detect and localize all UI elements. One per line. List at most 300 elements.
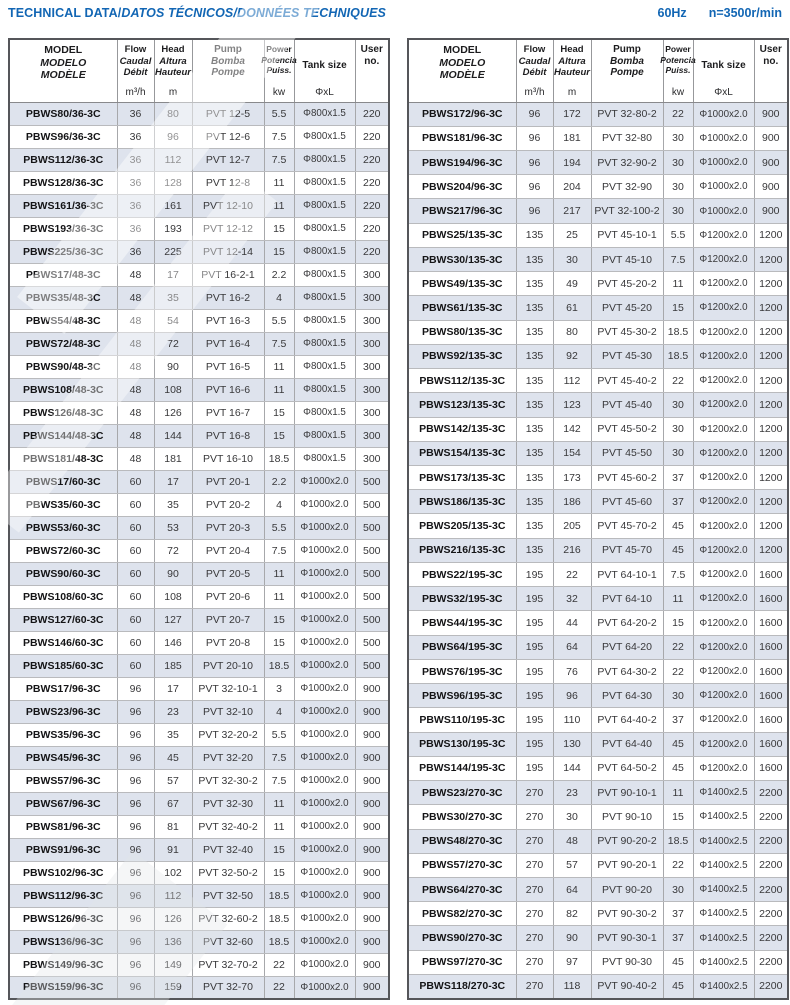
head-cell: 185 (154, 654, 192, 677)
tank-size-cell: Φ1000x2.0 (294, 631, 355, 654)
model-cell: PBWS30/270-3C (408, 805, 516, 829)
power-cell: 11 (264, 378, 294, 401)
model-cell: PBWS172/96-3C (408, 102, 516, 126)
power-cell: 7.5 (663, 247, 693, 271)
head-label-en: Head (560, 44, 584, 55)
user-no-cell: 2200 (754, 829, 788, 853)
model-cell: PBWS102/96-3C (9, 861, 117, 884)
tank-size-cell: Φ1000x2.0 (693, 102, 754, 126)
flow-cell: 135 (516, 223, 553, 247)
user-no-label-1: User (759, 44, 782, 55)
head-cell: 173 (553, 466, 591, 490)
user-no-cell: 2200 (754, 926, 788, 950)
user-no-cell: 900 (355, 746, 389, 769)
flow-unit: m³/h (524, 86, 545, 98)
flow-cell: 270 (516, 902, 553, 926)
table-row (408, 393, 788, 417)
user-no-cell: 220 (355, 171, 389, 194)
flow-cell: 195 (516, 684, 553, 708)
model-cell: PBWS185/60-3C (9, 654, 117, 677)
flow-cell: 195 (516, 611, 553, 635)
table-row (408, 417, 788, 441)
flow-cell: 270 (516, 974, 553, 999)
pump-cell: PVT 45-50-2 (591, 417, 663, 441)
user-no-cell: 300 (355, 309, 389, 332)
flow-cell: 135 (516, 441, 553, 465)
user-no-cell: 300 (355, 401, 389, 424)
tank-size-cell: Φ1000x2.0 (294, 700, 355, 723)
power-cell: 7.5 (264, 746, 294, 769)
power-cell: 5.5 (264, 309, 294, 332)
pump-cell: PVT 16-3 (192, 309, 264, 332)
model-cell: PBWS126/96-3C (9, 907, 117, 930)
pump-cell: PVT 64-40 (591, 732, 663, 756)
tank-size-cell: Φ1200x2.0 (693, 659, 754, 683)
power-cell: 37 (663, 490, 693, 514)
power-label-fr: Puiss. (665, 65, 691, 75)
head-cell: 110 (553, 708, 591, 732)
table-row (9, 746, 389, 769)
technical-data-table-left (8, 38, 390, 1000)
power-cell: 22 (663, 635, 693, 659)
head-cell: 30 (553, 247, 591, 271)
user-no-cell: 2200 (754, 878, 788, 902)
flow-cell: 48 (117, 332, 154, 355)
user-no-cell: 900 (355, 700, 389, 723)
user-no-cell: 1600 (754, 611, 788, 635)
table-row (408, 659, 788, 683)
model-cell: PBWS127/60-3C (9, 608, 117, 631)
tank-size-cell: Φ800x1.5 (294, 217, 355, 240)
head-cell: 181 (553, 126, 591, 150)
pump-cell: PVT 32-80 (591, 126, 663, 150)
model-cell: PBWS35/60-3C (9, 493, 117, 516)
tank-size-cell: Φ800x1.5 (294, 447, 355, 470)
tank-size-cell: Φ1200x2.0 (693, 684, 754, 708)
user-no-cell: 2200 (754, 902, 788, 926)
head-label-fr: Hauteur (155, 67, 191, 78)
pump-cell: PVT 32-30-2 (192, 769, 264, 792)
table-row (9, 815, 389, 838)
model-cell: PBWS108/60-3C (9, 585, 117, 608)
tank-size-cell: Φ1000x2.0 (294, 953, 355, 976)
power-cell: 37 (663, 902, 693, 926)
table-row (408, 902, 788, 926)
model-cell: PBWS123/135-3C (408, 393, 516, 417)
tank-size-cell: Φ1000x2.0 (294, 838, 355, 861)
power-cell: 15 (264, 217, 294, 240)
user-no-cell: 300 (355, 286, 389, 309)
table-row (9, 631, 389, 654)
model-cell: PBWS91/96-3C (9, 838, 117, 861)
tank-size-cell: Φ1000x2.0 (294, 884, 355, 907)
title-bar (0, 0, 790, 26)
power-cell: 22 (264, 976, 294, 999)
table-row (9, 286, 389, 309)
model-cell: PBWS80/36-3C (9, 102, 117, 125)
pump-cell: PVT 90-20-2 (591, 829, 663, 853)
power-cell: 7.5 (264, 148, 294, 171)
flow-cell: 96 (516, 150, 553, 174)
table-row (408, 853, 788, 877)
table-row (9, 355, 389, 378)
power-cell: 22 (663, 659, 693, 683)
power-cell: 45 (663, 974, 693, 999)
flow-cell: 270 (516, 950, 553, 974)
tank-size-cell: Φ1200x2.0 (693, 587, 754, 611)
flow-cell: 135 (516, 344, 553, 368)
pump-cell: PVT 64-20 (591, 635, 663, 659)
tank-size-cell: Φ1200x2.0 (693, 708, 754, 732)
model-cell: PBWS90/270-3C (408, 926, 516, 950)
flow-cell: 48 (117, 263, 154, 286)
model-cell: PBWS154/135-3C (408, 441, 516, 465)
table-row (408, 878, 788, 902)
flow-cell: 270 (516, 781, 553, 805)
column-header-head (553, 39, 591, 102)
power-cell: 30 (663, 150, 693, 174)
flow-cell: 96 (117, 884, 154, 907)
pump-cell: PVT 90-10-1 (591, 781, 663, 805)
user-no-cell: 1200 (754, 369, 788, 393)
pump-cell: PVT 45-20-2 (591, 272, 663, 296)
power-cell: 15 (264, 401, 294, 424)
model-cell: PBWS44/195-3C (408, 611, 516, 635)
model-cell: PBWS35/96-3C (9, 723, 117, 746)
user-no-cell: 900 (355, 723, 389, 746)
tank-size-unit: ΦxL (315, 86, 334, 98)
user-no-cell: 900 (355, 677, 389, 700)
table-row (408, 150, 788, 174)
user-no-cell: 220 (355, 102, 389, 125)
model-label-es: MODELO (439, 56, 486, 69)
model-cell: PBWS53/60-3C (9, 516, 117, 539)
flow-cell: 48 (117, 286, 154, 309)
power-cell: 7.5 (264, 332, 294, 355)
pump-cell: PVT 32-40-2 (192, 815, 264, 838)
column-header-user-no (355, 39, 389, 102)
power-cell: 3 (264, 677, 294, 700)
pump-cell: PVT 64-40-2 (591, 708, 663, 732)
pump-cell: PVT 64-10 (591, 587, 663, 611)
model-cell: PBWS17/96-3C (9, 677, 117, 700)
tank-size-cell: Φ1000x2.0 (294, 815, 355, 838)
user-no-cell: 1200 (754, 417, 788, 441)
head-cell: 186 (553, 490, 591, 514)
pump-cell: PVT 64-50-2 (591, 756, 663, 780)
user-no-cell: 1200 (754, 393, 788, 417)
user-no-cell: 900 (355, 884, 389, 907)
head-label-es: Altura (558, 55, 586, 67)
tables-container (8, 38, 785, 1000)
flow-cell: 270 (516, 805, 553, 829)
head-cell: 193 (154, 217, 192, 240)
model-label-fr: MODÈLE (439, 69, 485, 81)
tank-size-cell: Φ1200x2.0 (693, 223, 754, 247)
model-label-fr: MODÈLE (40, 69, 86, 81)
power-cell: 30 (663, 878, 693, 902)
model-cell: PBWS25/135-3C (408, 223, 516, 247)
flow-cell: 36 (117, 217, 154, 240)
head-cell: 108 (154, 378, 192, 401)
pump-label-en: Pump (613, 44, 641, 55)
flow-cell: 135 (516, 320, 553, 344)
user-no-cell: 1200 (754, 344, 788, 368)
user-no-cell: 1600 (754, 562, 788, 586)
head-cell: 136 (154, 930, 192, 953)
tank-size-cell: Φ800x1.5 (294, 148, 355, 171)
table-row (408, 466, 788, 490)
flow-cell: 96 (117, 838, 154, 861)
pump-cell: PVT 45-70-2 (591, 514, 663, 538)
user-no-cell: 2200 (754, 805, 788, 829)
pump-cell: PVT 20-6 (192, 585, 264, 608)
power-cell: 11 (264, 355, 294, 378)
tank-size-cell: Φ800x1.5 (294, 355, 355, 378)
pump-cell: PVT 12-5 (192, 102, 264, 125)
flow-cell: 36 (117, 194, 154, 217)
table-body-right (408, 102, 788, 999)
pump-cell: PVT 32-100-2 (591, 199, 663, 223)
tank-size-cell: Φ1400x2.5 (693, 878, 754, 902)
power-cell: 15 (663, 296, 693, 320)
user-no-cell: 1200 (754, 247, 788, 271)
user-no-cell: 900 (355, 838, 389, 861)
power-cell: 7.5 (264, 539, 294, 562)
pump-cell: PVT 12-14 (192, 240, 264, 263)
tank-size-cell: Φ1200x2.0 (693, 344, 754, 368)
tank-size-cell: Φ1000x2.0 (294, 976, 355, 999)
power-cell: 30 (663, 175, 693, 199)
user-no-cell: 1600 (754, 659, 788, 683)
pump-cell: PVT 45-40-2 (591, 369, 663, 393)
power-cell: 5.5 (663, 223, 693, 247)
model-cell: PBWS204/96-3C (408, 175, 516, 199)
tank-size-cell: Φ1200x2.0 (693, 466, 754, 490)
column-header-user-no (754, 39, 788, 102)
pump-cell: PVT 32-30 (192, 792, 264, 815)
power-cell: 18.5 (663, 344, 693, 368)
head-cell: 76 (553, 659, 591, 683)
pump-cell: PVT 90-20 (591, 878, 663, 902)
model-cell: PBWS128/36-3C (9, 171, 117, 194)
tank-size-unit: ΦxL (714, 86, 733, 98)
user-no-cell: 500 (355, 608, 389, 631)
power-cell: 15 (264, 608, 294, 631)
power-cell: 2.2 (264, 470, 294, 493)
tank-size-cell: Φ1000x2.0 (693, 199, 754, 223)
flow-label-en: Flow (523, 44, 546, 55)
power-cell: 11 (264, 194, 294, 217)
tank-size-cell: Φ800x1.5 (294, 194, 355, 217)
power-cell: 15 (264, 861, 294, 884)
pump-cell: PVT 16-4 (192, 332, 264, 355)
flow-cell: 36 (117, 102, 154, 125)
model-cell: PBWS23/96-3C (9, 700, 117, 723)
table-row (408, 441, 788, 465)
head-cell: 44 (553, 611, 591, 635)
model-cell: PBWS217/96-3C (408, 199, 516, 223)
user-no-cell: 900 (754, 102, 788, 126)
flow-cell: 195 (516, 708, 553, 732)
pump-cell: PVT 12-12 (192, 217, 264, 240)
tank-size-cell: Φ800x1.5 (294, 263, 355, 286)
user-no-cell: 900 (754, 126, 788, 150)
pump-cell: PVT 32-40 (192, 838, 264, 861)
head-label-en: Head (161, 44, 185, 55)
flow-cell: 195 (516, 732, 553, 756)
model-cell: PBWS32/195-3C (408, 587, 516, 611)
tank-size-cell: Φ1200x2.0 (693, 417, 754, 441)
tank-size-cell: Φ1400x2.5 (693, 805, 754, 829)
pump-cell: PVT 20-5 (192, 562, 264, 585)
table-row (9, 493, 389, 516)
user-no-cell: 1600 (754, 732, 788, 756)
flow-cell: 48 (117, 424, 154, 447)
table-row (408, 587, 788, 611)
head-cell: 82 (553, 902, 591, 926)
flow-cell: 195 (516, 756, 553, 780)
flow-cell: 135 (516, 417, 553, 441)
table-row (9, 677, 389, 700)
head-cell: 146 (154, 631, 192, 654)
model-cell: PBWS96/36-3C (9, 125, 117, 148)
pump-label-en: Pump (214, 44, 242, 55)
flow-cell: 60 (117, 631, 154, 654)
power-cell: 18.5 (264, 930, 294, 953)
model-cell: PBWS173/135-3C (408, 466, 516, 490)
head-cell: 23 (154, 700, 192, 723)
tank-size-cell: Φ1000x2.0 (294, 677, 355, 700)
pump-cell: PVT 45-40 (591, 393, 663, 417)
tank-size-cell: Φ1400x2.5 (693, 829, 754, 853)
model-cell: PBWS30/135-3C (408, 247, 516, 271)
head-cell: 144 (154, 424, 192, 447)
user-no-cell: 900 (754, 175, 788, 199)
table-row (9, 792, 389, 815)
flow-cell: 96 (516, 175, 553, 199)
user-no-cell: 500 (355, 493, 389, 516)
user-no-cell: 500 (355, 562, 389, 585)
column-header-tank-size (294, 39, 355, 102)
table-row (408, 514, 788, 538)
table-row (9, 700, 389, 723)
head-cell: 118 (553, 974, 591, 999)
table-row (9, 217, 389, 240)
flow-cell: 195 (516, 587, 553, 611)
power-unit: kw (671, 86, 685, 98)
table-row (408, 756, 788, 780)
head-cell: 54 (154, 309, 192, 332)
table-row (408, 732, 788, 756)
tank-size-cell: Φ800x1.5 (294, 286, 355, 309)
user-no-cell: 500 (355, 585, 389, 608)
head-cell: 159 (154, 976, 192, 999)
head-cell: 205 (553, 514, 591, 538)
power-cell: 4 (264, 493, 294, 516)
model-cell: PBWS45/96-3C (9, 746, 117, 769)
model-cell: PBWS57/96-3C (9, 769, 117, 792)
user-no-cell: 300 (355, 263, 389, 286)
power-cell: 22 (663, 102, 693, 126)
tank-size-cell: Φ1400x2.5 (693, 853, 754, 877)
flow-cell: 195 (516, 635, 553, 659)
tank-size-cell: Φ1200x2.0 (693, 562, 754, 586)
flow-cell: 195 (516, 562, 553, 586)
user-no-cell: 220 (355, 125, 389, 148)
power-cell: 45 (663, 756, 693, 780)
head-cell: 96 (154, 125, 192, 148)
power-cell: 11 (663, 272, 693, 296)
model-cell: PBWS161/36-3C (9, 194, 117, 217)
tank-size-cell: Φ1000x2.0 (294, 746, 355, 769)
head-unit: m (168, 86, 178, 98)
table-row (9, 654, 389, 677)
user-no-label-2: no. (763, 55, 779, 67)
tank-size-cell: Φ800x1.5 (294, 378, 355, 401)
power-cell: 22 (264, 953, 294, 976)
pump-label-fr: Pompe (610, 67, 644, 78)
flow-cell: 36 (117, 171, 154, 194)
tank-size-cell: Φ800x1.5 (294, 309, 355, 332)
power-cell: 5.5 (264, 516, 294, 539)
user-no-cell: 1200 (754, 466, 788, 490)
model-cell: PBWS130/195-3C (408, 732, 516, 756)
flow-label-es: Caudal (119, 55, 152, 67)
model-cell: PBWS112/36-3C (9, 148, 117, 171)
model-cell: PBWS81/96-3C (9, 815, 117, 838)
tank-size-cell: Φ1000x2.0 (294, 769, 355, 792)
tank-size-cell: Φ800x1.5 (294, 332, 355, 355)
head-cell: 123 (553, 393, 591, 417)
head-cell: 49 (553, 272, 591, 296)
pump-label-fr: Pompe (211, 67, 245, 78)
table-row (408, 102, 788, 126)
model-cell: PBWS216/135-3C (408, 538, 516, 562)
flow-cell: 60 (117, 562, 154, 585)
pump-cell: PVT 90-30 (591, 950, 663, 974)
model-cell: PBWS35/48-3C (9, 286, 117, 309)
power-cell: 30 (663, 441, 693, 465)
tank-size-cell: Φ1000x2.0 (294, 861, 355, 884)
table-row (408, 635, 788, 659)
flow-label-fr: Débit (522, 67, 547, 78)
flow-cell: 270 (516, 853, 553, 877)
model-cell: PBWS17/48-3C (9, 263, 117, 286)
head-cell: 35 (154, 286, 192, 309)
pump-cell: PVT 32-10 (192, 700, 264, 723)
head-cell: 57 (553, 853, 591, 877)
flow-cell: 135 (516, 514, 553, 538)
pump-cell: PVT 32-80-2 (591, 102, 663, 126)
power-cell: 30 (663, 126, 693, 150)
pump-cell: PVT 64-20-2 (591, 611, 663, 635)
user-no-cell: 300 (355, 355, 389, 378)
head-cell: 144 (553, 756, 591, 780)
pump-cell: PVT 32-50 (192, 884, 264, 907)
pump-cell: PVT 20-7 (192, 608, 264, 631)
model-cell: PBWS108/48-3C (9, 378, 117, 401)
table-row (408, 223, 788, 247)
model-cell: PBWS112/96-3C (9, 884, 117, 907)
user-no-cell: 220 (355, 194, 389, 217)
head-cell: 194 (553, 150, 591, 174)
flow-cell: 135 (516, 538, 553, 562)
table-row (408, 320, 788, 344)
user-no-cell: 220 (355, 217, 389, 240)
head-cell: 172 (553, 102, 591, 126)
head-cell: 92 (553, 344, 591, 368)
